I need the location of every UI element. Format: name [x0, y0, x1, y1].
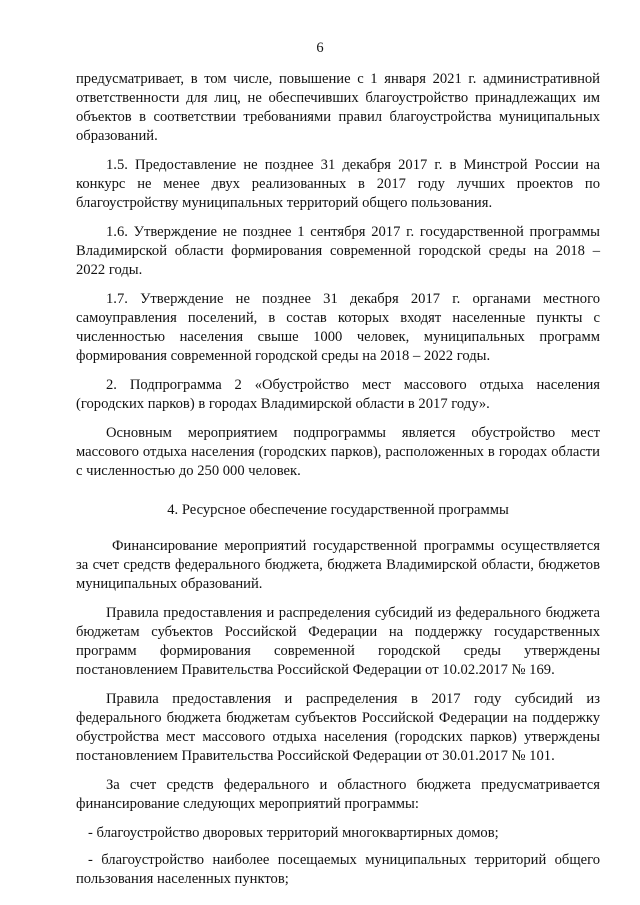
section-heading: 4. Ресурсное обеспечение государственной программы	[167, 502, 509, 518]
paragraph-item-1-5: 1.5. Предоставление не позднее 31 декабря 2017 г. в Минстрой России на конкурс не менее двух реализованных в 2017 году лучших проектов по благоустройству муниципальных территорий общего пользования.	[76, 157, 600, 211]
list-item: - благоустройство дворовых территорий многоквартирных домов;	[88, 825, 499, 841]
page-number: 6	[316, 40, 324, 56]
paragraph-item-1-6: 1.6. Утверждение не позднее 1 сентября 2017 г. государственной программы Владимирской области формирования современной городской среды на 2018 – 2022 годы.	[76, 224, 600, 278]
paragraph-financing: Финансирование мероприятий государственной программы осуществляется за счет средств федерального бюджета, бюджета Владимирской области, бюджетов муниципальных образований.	[76, 538, 600, 592]
list-item: - благоустройство наиболее посещаемых муниципальных территорий общего пользования населенных пунктов;	[76, 852, 600, 887]
document-body	[76, 70, 600, 897]
paragraph-continuation: предусматривает, в том числе, повышение с 1 января 2021 г. административной ответственности для лиц, не обеспечивших благоустройство принадлежащих им объектов в соответствии требованиями правил благоустройства муниципальных образований.	[76, 71, 600, 144]
paragraph-subprogram-2: 2. Подпрограмма 2 «Обустройство мест массового отдыха населения (городских парков) в городах Владимирской области в 2017 году».	[76, 377, 600, 412]
paragraph-item-1-7: 1.7. Утверждение не позднее 31 декабря 2017 г. органами местного самоуправления поселений, в состав которых входят населенные пункты с численностью населения свыше 1000 человек, муниципальных программ формирования современной городской среды на 2018 – 2022 годы.	[76, 291, 600, 364]
paragraph-funding-list-intro: За счет средств федерального и областного бюджета предусматривается финансирование следующих мероприятий программы:	[76, 777, 600, 812]
paragraph-main-activity: Основным мероприятием подпрограммы является обустройство мест массового отдыха населения (городских парков), расположенных в городах области с численностью до 250 000 человек.	[76, 425, 600, 479]
paragraph-rules-101: Правила предоставления и распределения в 2017 году субсидий из федерального бюджета бюджетам субъектов Российской Федерации на поддержку обустройства мест массового отдыха населения (городских парков) утверждены постановлением Правительства Российской Федерации от 30.01.2017 № 101.	[76, 691, 600, 764]
paragraph-rules-169: Правила предоставления и распределения субсидий из федерального бюджета бюджетам субъектов Российской Федерации на поддержку государственных программ формирования современной городской среды утверждены постановлением Правительства Российской Федерации от 10.02.2017 № 169.	[76, 605, 600, 678]
